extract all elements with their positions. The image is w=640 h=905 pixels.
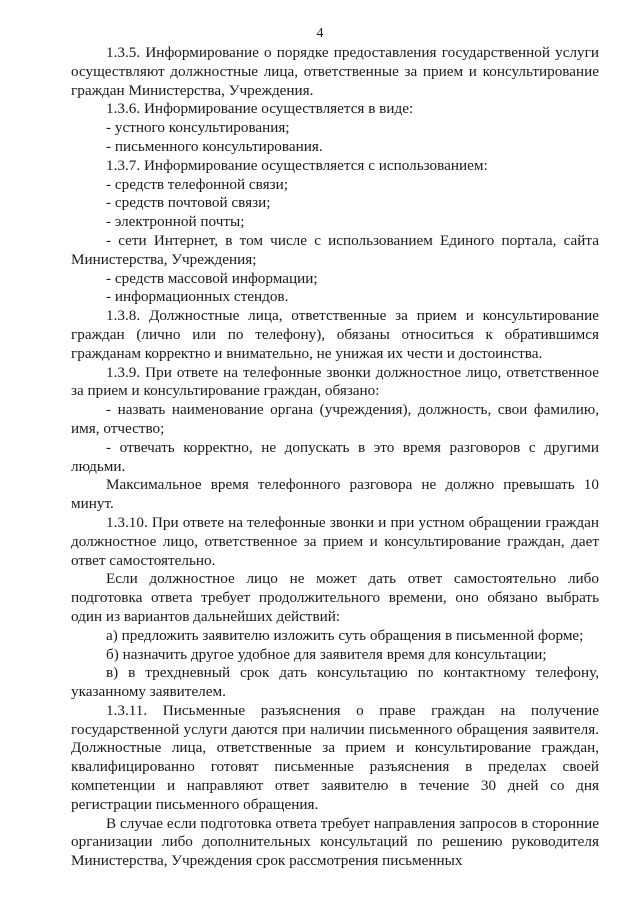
document-body [71,44,599,871]
paragraph: 1.3.6. Информирование осуществляется в виде: [106,100,414,118]
paragraph: - назвать наименование органа (учреждения), должность, свои фамилию, имя, отчество; [71,401,599,437]
paragraph: 1.3.8. Должностные лица, ответственные за прием и консультирование граждан (лично или по телефону), обязаны относиться к обратившимся гражданам корректно и внимательно, не унижая их чести и достоинства. [71,307,599,362]
paragraph: а) предложить заявителю изложить суть обращения в письменной форме; [106,626,584,644]
paragraph: б) назначить другое удобное для заявителя время для консультации; [106,645,547,663]
paragraph: - средств массовой информации; [106,269,318,287]
paragraph: - электронной почты; [106,213,245,231]
paragraph: 1.3.7. Информирование осуществляется с использованием: [106,156,488,174]
paragraph: В случае если подготовка ответа требует направления запросов в сторонние организации либо дополнительных консультаций по решению руководителя Министерства, Учреждения срок рассмотрения письменных [71,814,599,870]
paragraph: 1.3.9. При ответе на телефонные звонки должностное лицо, ответственное за прием и консультирование граждан, обязано: [71,363,599,400]
paragraph: - информационных стендов. [106,288,289,306]
paragraph: 1.3.5. Информирование о порядке предоставления государственной услуги осуществляют должностные лица, ответственные за прием и консультирование граждан Министерства, Учреждения. [71,44,599,99]
paragraph: Максимальное время телефонного разговора не должно превышать 10 минут. [71,476,599,513]
paragraph: - письменного консультирования. [106,137,323,155]
paragraph: - устного консультирования; [106,119,290,137]
paragraph: - сети Интернет, в том числе с использованием Единого портала, сайта Министерства, Учреждения; [71,231,599,268]
paragraph: 1.3.10. При ответе на телефонные звонки и при устном обращении граждан должностное лицо, ответственное за прием и консультирование граждан, дает ответ самостоятельно. [71,513,599,569]
paragraph: в) в трехдневный срок дать консультацию по контактному телефону, указанному заявителем. [71,664,599,701]
paragraph: - средств почтовой связи; [106,194,271,212]
paragraph: Если должностное лицо не может дать ответ самостоятельно либо подготовка ответа требует продолжительного времени, оно обязано выбрать один из вариантов дальнейших действий: [71,570,599,625]
paragraph: 1.3.11. Письменные разъяснения о праве граждан на получение государственной услуги даются при наличии письменного обращения заявителя. Должностные лица, ответственные за прием и консультирование граждан, квалифицированно готовят письменные разъяснения в пределах своей компетенции и направляют ответ заявителю в течение 30 дней со дня регистрации письменного обращения. [71,701,599,813]
paragraph: - средств телефонной связи; [106,175,288,193]
paragraph: - отвечать корректно, не допускать в это время разговоров с другими людьми. [71,438,599,475]
page-number: 4 [316,26,324,41]
